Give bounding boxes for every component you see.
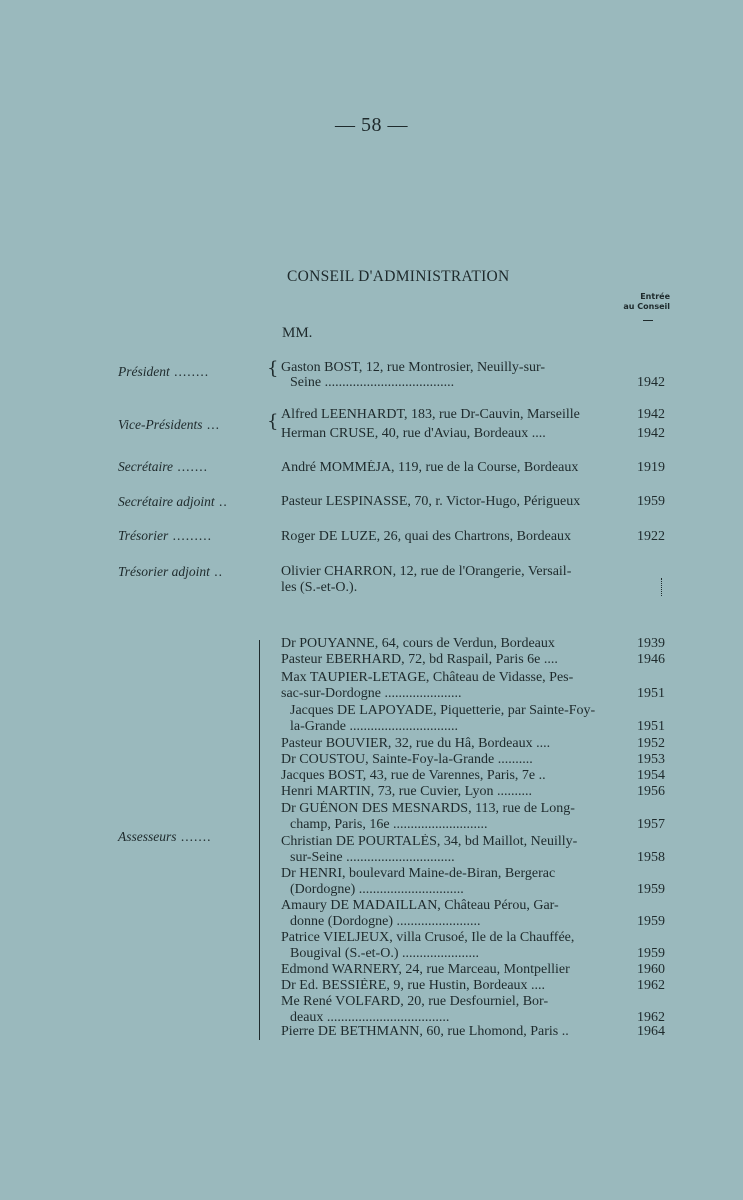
role-label: Secrétaire [118,459,173,474]
entry-line: Pasteur BOUVIER, 32, rue du Hâ, Bordeaux .... [281,736,551,751]
entry-year: 1919 [637,460,665,475]
leader-dots: ........ [169,364,210,379]
entry-line: Roger DE LUZE, 26, quai des Chartrons, Bordeaux [281,529,572,544]
entry-line: la-Grande ............................... [290,719,458,734]
column-header-line2: au Conseil [623,302,670,311]
entry-line: sac-sur-Dordogne ...................... [281,686,462,701]
entry-line: Henri MARTIN, 73, rue Cuvier, Lyon .......... [281,784,532,799]
entry-year: 1942 [637,407,665,422]
entry-line: André MOMMÉJA, 119, rue de la Course, Bordeaux [281,460,579,475]
role-label: Assesseurs [118,829,177,844]
entry-year: 1959 [637,946,665,961]
leader-dots: ....... [172,459,208,474]
entry-year: 1964 [637,1024,665,1039]
role-label: Trésorier [118,528,169,543]
entry-line: Dr POUYANNE, 64, cours de Verdun, Bordeaux [281,636,555,651]
entry-line: Jacques BOST, 43, rue de Varennes, Paris, 7e .. [281,768,546,783]
entry-line: Seine ..................................... [290,375,455,390]
entry-line: sur-Seine ............................... [290,850,455,865]
entry-line: Christian DE POURTALÈS, 34, bd Maillot, Neuilly- [281,834,578,849]
role-label: Trésorier adjoint [118,564,210,579]
entry-line: Olivier CHARRON, 12, rue de l'Orangerie, Versail- [281,564,572,579]
entry-year: 1954 [637,768,665,783]
entry-line: Jacques DE LAPOYADE, Piquetterie, par Sainte-Foy- [290,703,596,718]
entry-year: 1959 [637,494,665,509]
entry-line: Dr COUSTOU, Sainte-Foy-la-Grande .......... [281,752,533,767]
assesseurs-brace [259,640,264,1040]
entry-line: Max TAUPIER-LETAGE, Château de Vidasse, Pes- [281,670,574,685]
entry-year: 1962 [637,978,665,993]
column-header-line1: Entrée [640,292,670,301]
leader-dots: .. [214,494,228,509]
entry-line: les (S.-et-O.). [281,580,358,595]
entry-year: 1960 [637,962,665,977]
brace: { [267,411,279,432]
entry-line: donne (Dordogne) ........................ [290,914,481,929]
leader-dots: ... [202,417,220,432]
role-tresorier-adjoint [118,564,223,580]
entry-year: 1951 [637,719,665,734]
section-title: CONSEIL D'ADMINISTRATION [287,268,510,285]
leader-dots: ......... [168,528,213,543]
entry-line: Herman CRUSE, 40, rue d'Aviau, Bordeaux .... [281,426,546,441]
margin-mark [661,578,665,596]
entry-line: Gaston BOST, 12, rue Montrosier, Neuilly-sur- [281,360,546,375]
role-secretaire-adjoint [118,494,228,510]
entry-year: 1958 [637,850,665,865]
entry-line: Edmond WARNERY, 24, rue Marceau, Montpellier [281,962,570,977]
leader-dots: .. [209,564,224,579]
entry-line: Dr HENRI, boulevard Maine-de-Biran, Bergerac [281,866,556,881]
entry-line: Pasteur LESPINASSE, 70, r. Victor-Hugo, Périgueux [281,494,581,509]
salutation: MM. [282,325,313,341]
role-president [118,364,209,380]
column-header-rule [643,320,653,321]
entry-line: deaux ................................... [290,1010,450,1025]
entry-line: (Dordogne) .............................. [290,882,464,897]
brace: { [267,358,279,379]
entry-year: 1962 [637,1010,665,1025]
role-assesseurs [118,829,212,845]
role-secretaire [118,459,208,475]
entry-year: 1942 [637,375,665,390]
role-label: Président [118,364,170,379]
entry-line: Me René VOLFARD, 20, rue Desfourniel, Bor- [281,994,549,1009]
entry-year: 1956 [637,784,665,799]
entry-line: Dr GUÉNON DES MESNARDS, 113, rue de Long- [281,801,575,816]
role-label: Vice-Présidents [118,417,203,432]
entry-line: Alfred LEENHARDT, 183, rue Dr-Cauvin, Marseille [281,407,580,422]
entry-year: 1959 [637,914,665,929]
entry-year: 1953 [637,752,665,767]
entry-line: Pasteur EBERHARD, 72, bd Raspail, Paris 6e .... [281,652,558,667]
entry-year: 1959 [637,882,665,897]
role-vice-presidents [118,417,220,433]
entry-line: Bougival (S.-et-O.) ...................... [290,946,479,961]
entry-year: 1922 [637,529,665,544]
entry-year: 1952 [637,736,665,751]
entry-year: 1951 [637,686,665,701]
entry-line: Patrice VIELJEUX, villa Crusoé, Ile de la Chauffée, [281,930,575,945]
entry-line: Pierre DE BETHMANN, 60, rue Lhomond, Paris .. [281,1024,569,1039]
entry-year: 1946 [637,652,665,667]
entry-line: Amaury DE MADAILLAN, Château Pérou, Gar- [281,898,559,913]
entry-year: 1957 [637,817,665,832]
entry-year: 1939 [637,636,665,651]
column-header [623,292,670,312]
entry-line: champ, Paris, 16e ........................... [290,817,488,832]
role-label: Secrétaire adjoint [118,494,215,509]
page-number: — 58 — [335,114,408,136]
role-tresorier [118,528,212,544]
leader-dots: ....... [176,829,212,844]
entry-line: Dr Ed. BESSIÈRE, 9, rue Hustin, Bordeaux .... [281,978,546,993]
entry-year: 1942 [637,426,665,441]
